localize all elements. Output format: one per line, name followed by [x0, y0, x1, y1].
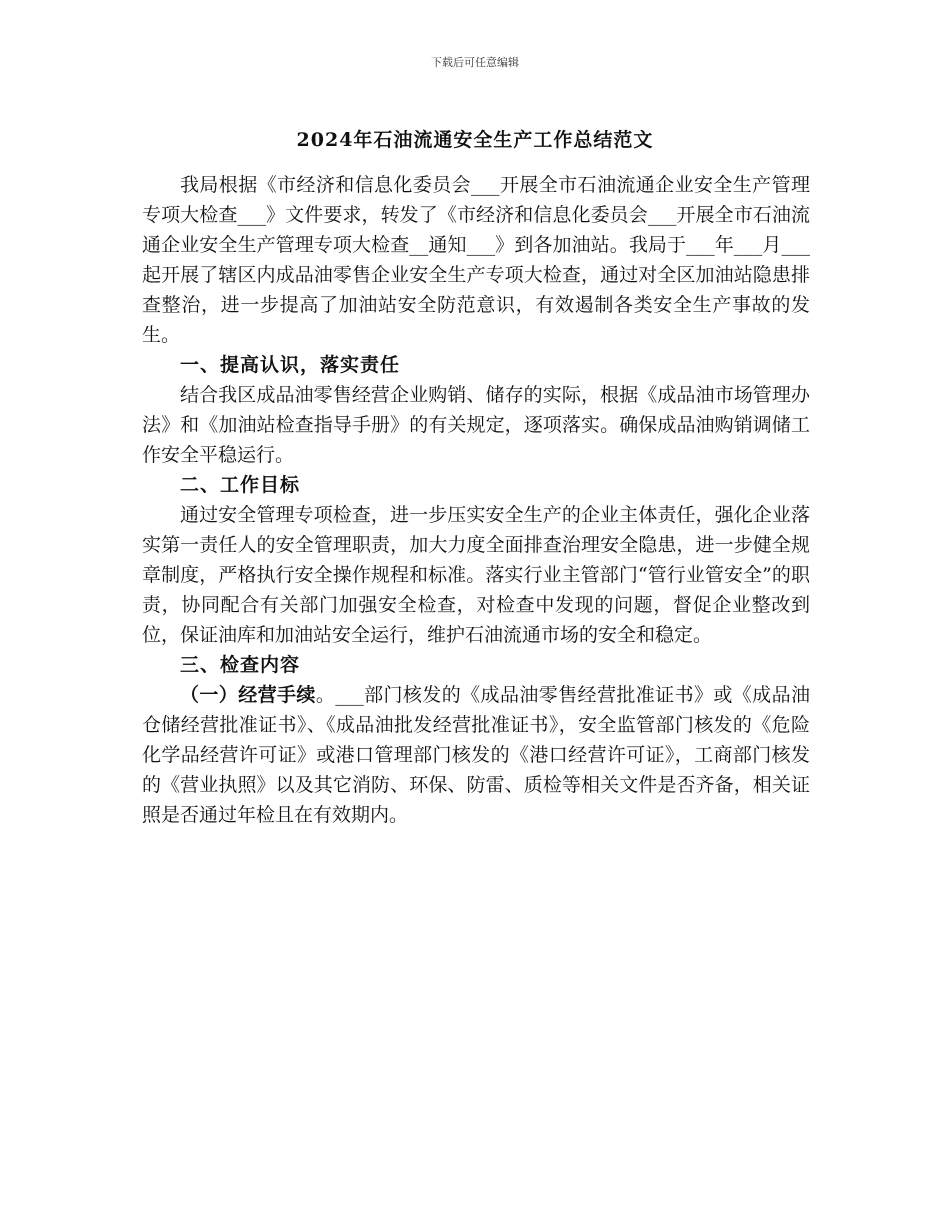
- section-3-item-1-text: 。___部门核发的《成品油零售经营批准证书》或《成品油仓储经营批准证书》、《成品油批发经营批准证书》，安全监管部门核发的《危险化学品经营许可证》或港口管理部门核发的《港口经营许可证》，工商部门核发的《营业执照》以及其它消防、环保、防雷、质检等相关文件是否齐备，相关证照是否通过年检且在有效期内。: [142, 684, 810, 826]
- section-2-paragraph: 通过安全管理专项检查，进一步压实安全生产的企业主体责任，强化企业落实第一责任人的安全管理职责，加大力度全面排查治理安全隐患，进一步健全规章制度，严格执行安全操作规程和标准。落实行业主管部门“管行业管安全”的职责，协同配合有关部门加强安全检查，对检查中发现的问题，督促企业整改到位，保证油库和加油站安全运行，维护石油流通市场的安全和稳定。: [142, 504, 810, 646]
- section-3-item-1: [142, 680, 810, 830]
- document-body: [142, 170, 810, 830]
- intro-paragraph: 我局根据《市经济和信息化委员会___开展全市石油流通企业安全生产管理专项大检查___》文件要求，转发了《市经济和信息化委员会___开展全市石油流通企业安全生产管理专项大检查__通知___》到各加油站。我局于___年___月___起开展了辖区内成品油零售企业安全生产专项大检查，通过对全区加油站隐患排查整治，进一步提高了加油站安全防范意识，有效遏制各类安全生产事故的发生。: [142, 174, 810, 346]
- header-note: 下载后可任意编辑: [431, 56, 519, 69]
- section-1-paragraph: 结合我区成品油零售经营企业购销、储存的实际，根据《成品油市场管理办法》和《加油站检查指导手册》的有关规定，逐项落实。确保成品油购销调储工作安全平稳运行。: [142, 384, 810, 466]
- section-3-heading: 三、检查内容: [180, 654, 301, 676]
- document-title: 2024年石油流通安全生产工作总结范文: [296, 129, 654, 151]
- section-1-heading: 一、提高认识，落实责任: [180, 354, 401, 376]
- section-2-heading: 二、工作目标: [180, 474, 301, 496]
- section-3-item-1-label: （一）经营手续: [180, 684, 316, 706]
